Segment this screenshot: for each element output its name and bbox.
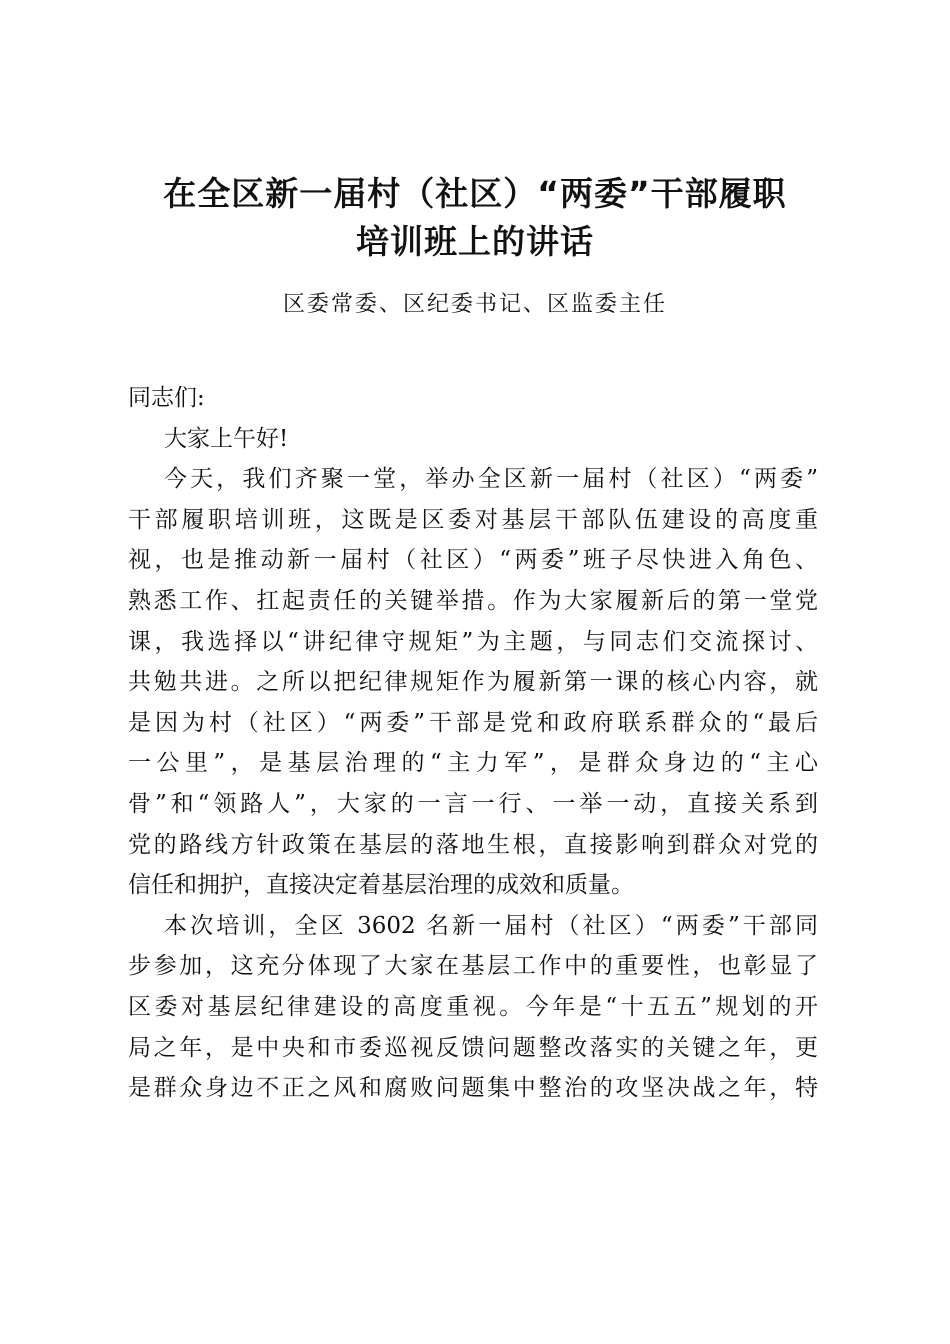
paragraph-line: 是群众身边不正之风和腐败问题集中整治的攻坚决战之年，特 — [128, 1075, 818, 1102]
paragraph-line: 信任和拥护，直接决定着基层治理的成效和质量。 — [128, 872, 634, 899]
paragraph-line: 是因为村（社区）“两委”干部是党和政府联系群众的“最后 — [128, 709, 818, 736]
speaker-position: 区委常委、区纪委书记、区监委主任 — [282, 292, 667, 317]
document-title-line-1: 在全区新一届村（社区）“两委”干部履职 — [163, 174, 787, 213]
speech-body — [128, 378, 818, 1109]
paragraph-line: 党的路线方针政策在基层的落地生根，直接影响到群众对党的 — [128, 831, 818, 858]
paragraph-line: 共勉共进。之所以把纪律规矩作为履新第一课的核心内容，就 — [128, 669, 818, 696]
paragraph-1 — [128, 459, 818, 906]
paragraph-line: 本次培训，全区 3602 名新一届村（社区）“两委”干部同 — [164, 912, 818, 939]
paragraph-line: 局之年，是中央和市委巡视反馈问题整改落实的关键之年，更 — [128, 1034, 818, 1061]
paragraph-line: 骨”和“领路人”，大家的一言一行、一举一动，直接关系到 — [128, 790, 818, 817]
greeting: 大家上午好! — [164, 425, 289, 452]
salutation: 同志们: — [128, 385, 205, 411]
document-title-line-2: 培训班上的讲话 — [356, 222, 594, 261]
paragraph-line: 视，也是推动新一届村（社区）“两委”班子尽快进入角色、 — [128, 547, 818, 574]
paragraph-line: 干部履职培训班，这既是区委对基层干部队伍建设的高度重 — [128, 506, 818, 533]
paragraph-line: 熟悉工作、扛起责任的关键举措。作为大家履新后的第一堂党 — [128, 587, 818, 614]
paragraph-line: 课，我选择以“讲纪律守规矩”为主题，与同志们交流探讨、 — [128, 628, 818, 655]
paragraph-2 — [128, 906, 818, 1109]
paragraph-line: 一公里”，是基层治理的“主力军”，是群众身边的“主心 — [128, 750, 818, 777]
paragraph-line: 步参加，这充分体现了大家在基层工作中的重要性，也彰显了 — [128, 953, 818, 980]
paragraph-line: 区委对基层纪律建设的高度重视。今年是“十五五”规划的开 — [128, 993, 818, 1020]
paragraph-line: 今天，我们齐聚一堂，举办全区新一届村（社区）“两委” — [164, 466, 818, 493]
